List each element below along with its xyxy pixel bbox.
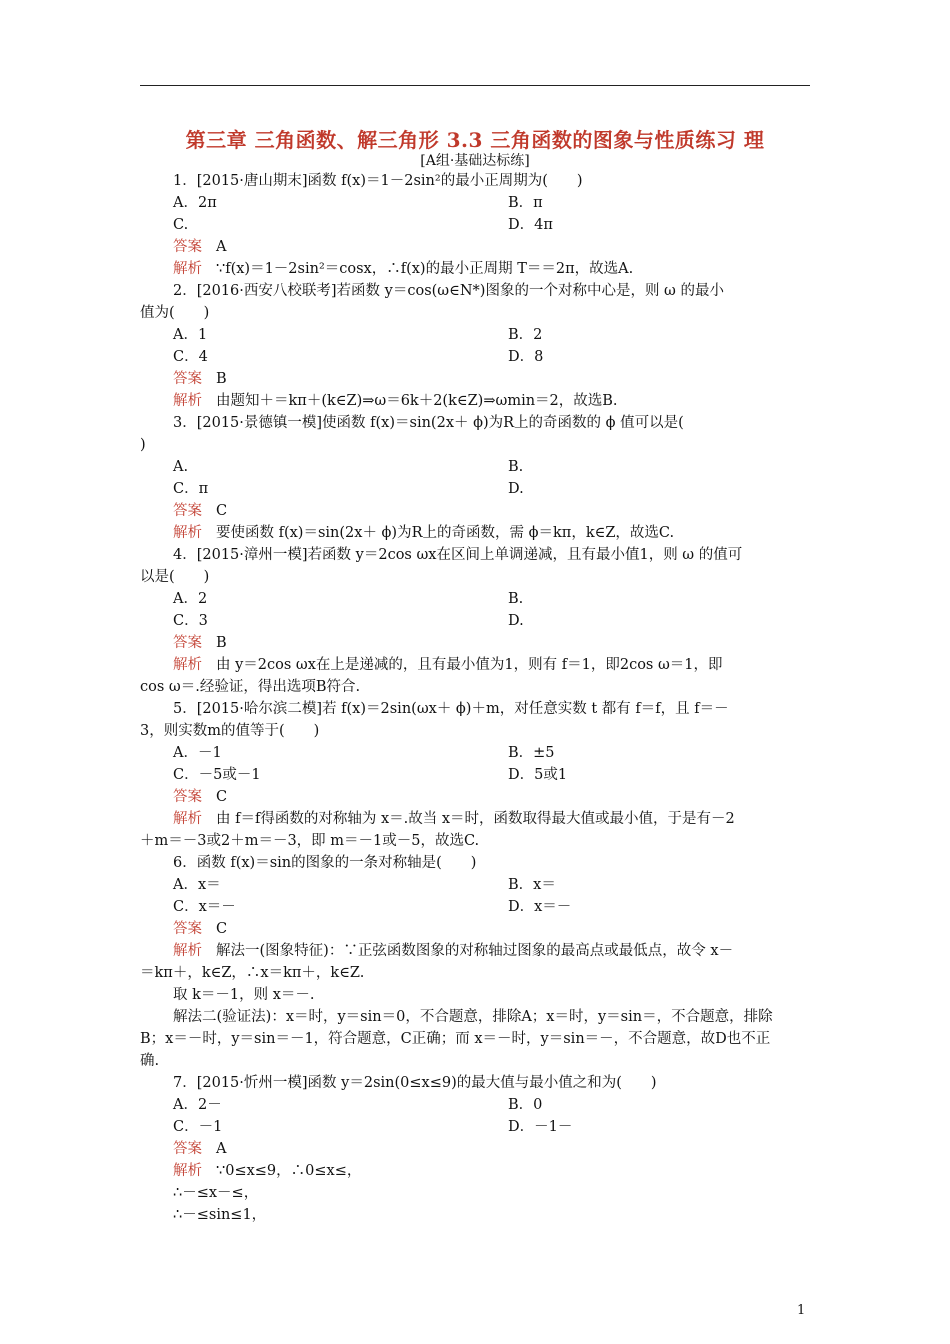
analysis-text: ∵f(x)＝1－2sin²＝cosx，∴f(x)的最小正周期 T＝＝2π，故选A. bbox=[216, 261, 634, 277]
question-2-stem: 2．[2016·西安八校联考]若函数 y＝cos(ω∈N*)图象的一个对称中心是，则 ω 的最小 bbox=[173, 283, 724, 299]
q3-option-d: D. bbox=[508, 481, 524, 497]
question-6-analysis-line-2: ＝kπ＋，k∈Z，∴x＝kπ＋，k∈Z. bbox=[140, 965, 365, 981]
answer-label: 答案 bbox=[173, 503, 202, 519]
question-3-analysis bbox=[140, 522, 812, 544]
q7-option-c: C．－1 bbox=[173, 1119, 223, 1135]
answer-label: 答案 bbox=[173, 239, 202, 255]
question-7-stem: 7．[2015·忻州一模]函数 y＝2sin(0≤x≤9)的最大值与最小值之和为( ) bbox=[173, 1075, 657, 1091]
question-3-stem: 3．[2015·景德镇一模]使函数 f(x)＝sin(2x＋ ϕ)为R上的奇函数的 ϕ 值可以是( bbox=[173, 415, 684, 431]
q1-option-a: A．2π bbox=[173, 195, 217, 211]
question-6-options-row-2 bbox=[140, 896, 812, 918]
question-1-analysis bbox=[140, 258, 812, 280]
q4-option-a: A．2 bbox=[173, 591, 208, 607]
answer-value: C bbox=[216, 503, 228, 519]
q5-option-a: A．－1 bbox=[173, 745, 222, 761]
question-4-stem: 4．[2015·漳州一模]若函数 y＝2cos ωx在区间上单调递减，且有最小值1，则 ω 的值可 bbox=[173, 547, 743, 563]
q2-option-a: A．1 bbox=[173, 327, 208, 343]
q3-option-a: A. bbox=[173, 459, 189, 475]
q2-option-d: D．8 bbox=[508, 349, 544, 365]
answer-value: B bbox=[216, 635, 227, 651]
question-6-analysis bbox=[140, 940, 812, 962]
q1-option-b: B．π bbox=[508, 195, 543, 211]
page-number: 1 bbox=[797, 1303, 806, 1318]
analysis-label: 解析 bbox=[173, 261, 202, 277]
q1-option-d: D．4π bbox=[508, 217, 553, 233]
q6-option-c: C．x＝－ bbox=[173, 899, 236, 915]
analysis-text: 由 f＝f得函数的对称轴为 x＝.故当 x＝时，函数取得最大值或最小值，于是有－2 bbox=[216, 811, 735, 827]
answer-label: 答案 bbox=[173, 635, 202, 651]
question-6-analysis-line-6: 确. bbox=[140, 1053, 160, 1069]
answer-value: C bbox=[216, 921, 228, 937]
question-1-options-row-2 bbox=[140, 214, 812, 236]
question-6-answer bbox=[140, 918, 812, 940]
q7-option-d: D．－1－ bbox=[508, 1119, 573, 1135]
q6-option-d: D．x＝－ bbox=[508, 899, 572, 915]
answer-label: 答案 bbox=[173, 371, 202, 387]
analysis-label: 解析 bbox=[173, 657, 202, 673]
question-6-options-row-1 bbox=[140, 874, 812, 896]
question-2-options-row-2 bbox=[140, 346, 812, 368]
q3-option-c: C．π bbox=[173, 481, 209, 497]
question-4-analysis-cont: cos ω＝.经验证，得出选项B符合. bbox=[140, 679, 361, 695]
analysis-label: 解析 bbox=[173, 811, 202, 827]
document-body bbox=[140, 170, 812, 1226]
analysis-label: 解析 bbox=[173, 393, 202, 409]
question-4-stem-cont: 以是( ) bbox=[140, 569, 210, 585]
analysis-text: 要使函数 f(x)＝sin(2x＋ ϕ)为R上的奇函数，需 ϕ＝kπ，k∈Z，故选C. bbox=[216, 525, 675, 541]
answer-label: 答案 bbox=[173, 789, 202, 805]
analysis-label: 解析 bbox=[173, 1163, 202, 1179]
answer-label: 答案 bbox=[173, 1141, 202, 1157]
question-6-stem: 6．函数 f(x)＝sin的图象的一条对称轴是( ) bbox=[173, 855, 477, 871]
q1-option-c: C. bbox=[173, 217, 189, 233]
analysis-label: 解析 bbox=[173, 943, 202, 959]
q4-option-d: D. bbox=[508, 613, 524, 629]
question-2-stem-cont: 值为( ) bbox=[140, 305, 210, 321]
question-6-analysis-line-4: 解法二(验证法)：x＝时，y＝sin＝0，不合题意，排除A；x＝时，y＝sin＝，不合题意，排除 bbox=[173, 1009, 773, 1025]
question-7-options-row-2 bbox=[140, 1116, 812, 1138]
answer-value: B bbox=[216, 371, 227, 387]
q5-option-b: B．±5 bbox=[508, 745, 555, 761]
question-5-analysis-cont: ＋m＝－3或2＋m＝－3，即 m＝－1或－5，故选C. bbox=[140, 833, 480, 849]
question-2-analysis bbox=[140, 390, 812, 412]
analysis-text: 由 y＝2cos ωx在上是递减的，且有最小值为1，则有 f＝1，即2cos ω＝1，即 bbox=[216, 657, 723, 673]
answer-value: C bbox=[216, 789, 228, 805]
q5-option-c: C．－5或－1 bbox=[173, 767, 261, 783]
q6-option-a: A．x＝ bbox=[173, 877, 221, 893]
analysis-text: 解法一(图象特征)：∵正弦函数图象的对称轴过图象的最高点或最低点，故令 x－ bbox=[216, 943, 734, 959]
page-title: 第三章 三角函数、解三角形 3.3 三角函数的图象与性质练习 理 bbox=[185, 128, 765, 152]
question-2-answer bbox=[140, 368, 812, 390]
question-3-options-row-2 bbox=[140, 478, 812, 500]
question-5-answer bbox=[140, 786, 812, 808]
q7-option-a: A．2－ bbox=[173, 1097, 222, 1113]
q2-option-b: B．2 bbox=[508, 327, 543, 343]
question-4-options-row-1 bbox=[140, 588, 812, 610]
question-5-stem: 5．[2015·哈尔滨二模]若 f(x)＝2sin(ωx＋ ϕ)＋m，对任意实数 t 都有 f＝f，且 f＝－ bbox=[173, 701, 729, 717]
analysis-label: 解析 bbox=[173, 525, 202, 541]
answer-value: A bbox=[216, 1141, 227, 1157]
question-7-analysis-line-3: ∴－≤sin≤1， bbox=[173, 1207, 267, 1223]
question-5-stem-cont: 3，则实数m的值等于( ) bbox=[140, 723, 320, 739]
question-1-answer bbox=[140, 236, 812, 258]
question-7-options-row-1 bbox=[140, 1094, 812, 1116]
q5-option-d: D．5或1 bbox=[508, 767, 568, 783]
question-6-analysis-line-3: 取 k＝－1，则 x＝－. bbox=[173, 987, 315, 1003]
question-4-analysis bbox=[140, 654, 812, 676]
q4-option-b: B. bbox=[508, 591, 524, 607]
question-3-options-row-1 bbox=[140, 456, 812, 478]
question-1-options-row-1 bbox=[140, 192, 812, 214]
question-7-analysis-line-2: ∴－≤x－≤， bbox=[173, 1185, 259, 1201]
question-6-analysis-line-5: B；x＝－时，y＝sin＝－1，符合题意，C正确；而 x＝－时，y＝sin＝－，不合题意，故D也不正 bbox=[140, 1031, 771, 1047]
question-3-stem-cont: ) bbox=[140, 437, 146, 453]
q3-option-b: B. bbox=[508, 459, 524, 475]
question-4-answer bbox=[140, 632, 812, 654]
question-5-analysis bbox=[140, 808, 812, 830]
question-7-answer bbox=[140, 1138, 812, 1160]
analysis-text: ∵0≤x≤9，∴0≤x≤， bbox=[216, 1163, 362, 1179]
analysis-text: 由题知＋＝kπ＋(k∈Z)⇒ω＝6k＋2(k∈Z)⇒ωmin＝2，故选B. bbox=[216, 393, 618, 409]
answer-value: A bbox=[216, 239, 227, 255]
question-3-answer bbox=[140, 500, 812, 522]
q7-option-b: B．0 bbox=[508, 1097, 543, 1113]
section-subtitle: [A组·基础达标练] bbox=[420, 153, 530, 169]
answer-label: 答案 bbox=[173, 921, 202, 937]
question-5-options-row-1 bbox=[140, 742, 812, 764]
q6-option-b: B．x＝ bbox=[508, 877, 556, 893]
question-4-options-row-2 bbox=[140, 610, 812, 632]
question-5-options-row-2 bbox=[140, 764, 812, 786]
header-rule bbox=[140, 85, 810, 86]
q2-option-c: C．4 bbox=[173, 349, 208, 365]
question-7-analysis bbox=[140, 1160, 812, 1182]
question-2-options-row-1 bbox=[140, 324, 812, 346]
q4-option-c: C．3 bbox=[173, 613, 208, 629]
question-1-stem: 1．[2015·唐山期末]函数 f(x)＝1－2sin²的最小正周期为( ) bbox=[173, 173, 583, 189]
